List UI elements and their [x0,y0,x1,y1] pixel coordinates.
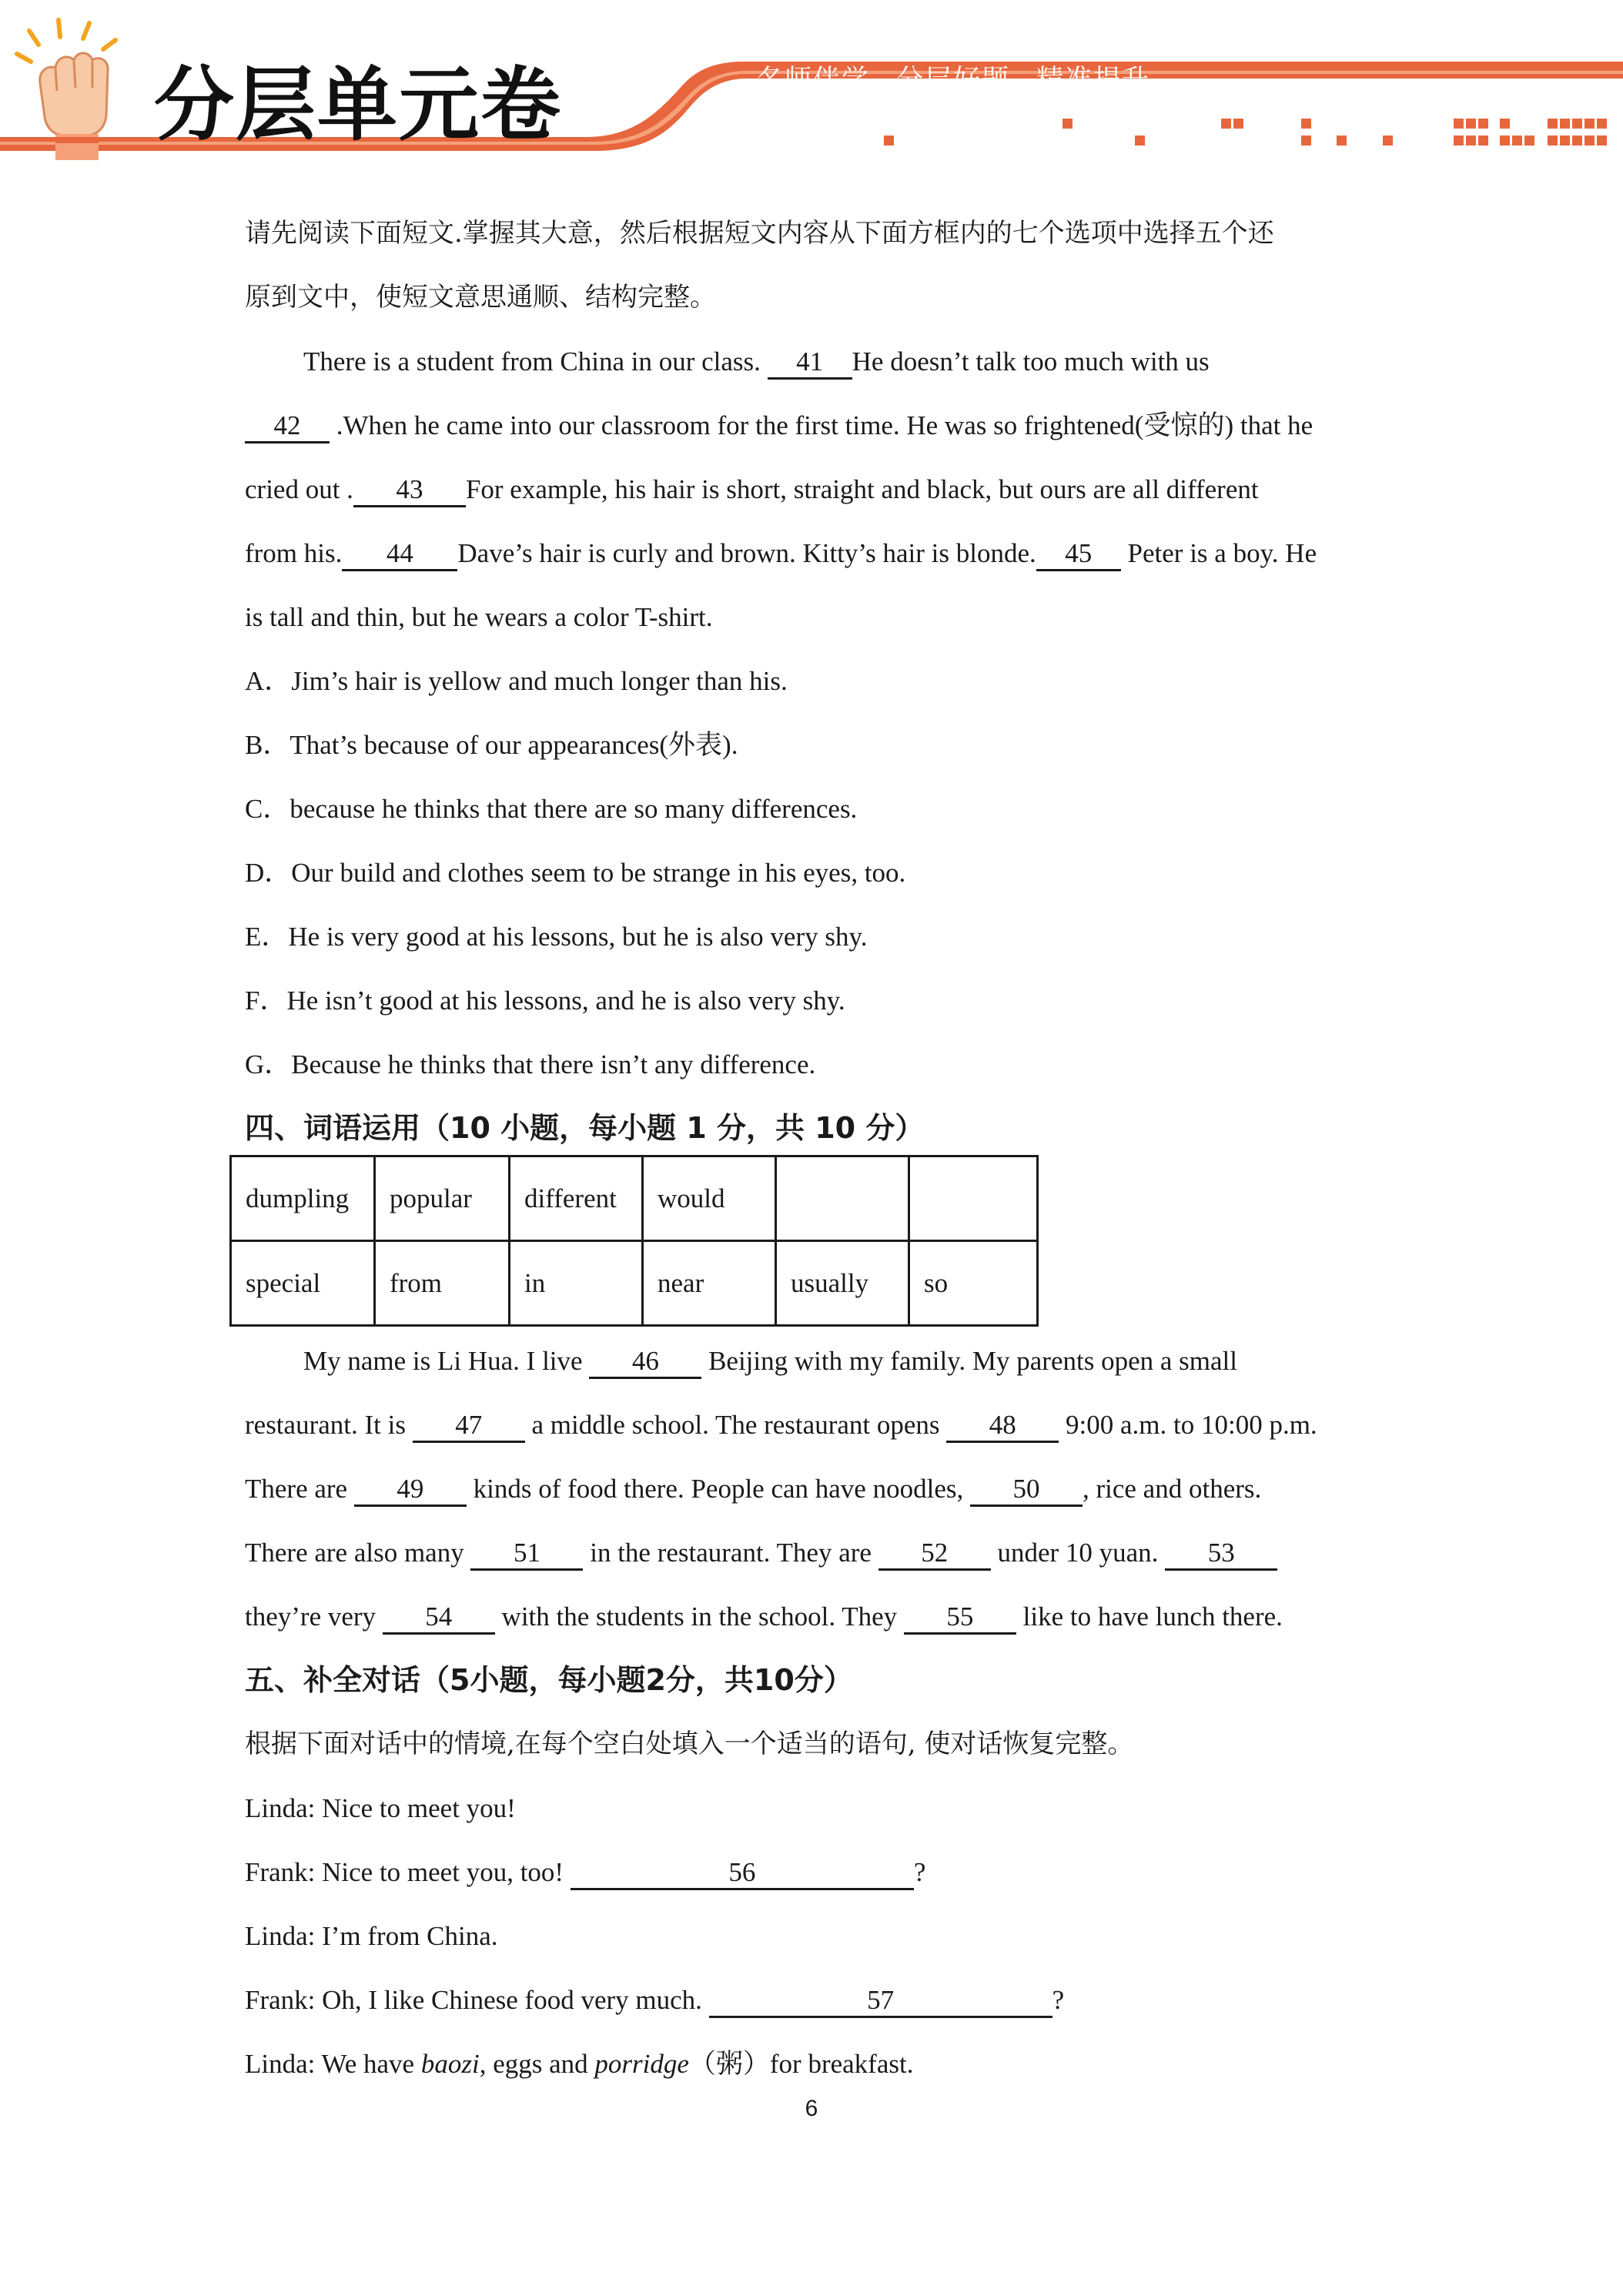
cloze-line-4: There are also many 51 in the restaurant. They are 52 under 10 yuan. 53 [245,1521,1384,1585]
blank-47: 47 [413,1410,525,1443]
blank-49: 49 [354,1474,467,1507]
blank-57: 57 [709,1985,1052,2018]
option-e: E．He is very good at his lessons, but he is also very shy. [245,922,868,952]
option-b: B．That’s because of our appearances(外表). [245,730,738,760]
word-bank-table [229,1155,1039,1327]
reading-instruction-line-1: 请先阅读下面短文.掌握其大意，然后根据短文内容从下面方框内的七个选项中选择五个还 [245,218,1274,249]
word-cell: popular [375,1156,510,1241]
blank-52: 52 [878,1538,991,1571]
cloze-line-2: restaurant. It is 47 a middle school. The restaurant opens 48 9:00 a.m. to 10:00 p.m. [245,1393,1384,1457]
slogan-1: 名师伴学 [756,65,871,95]
word-cell: would [643,1156,776,1241]
blank-55: 55 [904,1602,1016,1635]
blank-41: 41 [768,346,852,380]
word-cell: special [231,1241,375,1326]
dialogue-line-3: Linda: I’m from China. [245,1921,498,1951]
header-slogan [756,59,1176,97]
word-bank-row [231,1241,1038,1326]
reading-passage-line-2: 42 .When he came into our classroom for the first time. He was so frightened(受惊的) that he [245,393,1384,457]
section-5-title: 五、补全对话（5小题，每小题2分，共10分） [245,1663,853,1697]
blank-42: 42 [245,410,330,443]
cloze-line-1: My name is Li Hua. I live 46 Beijing with my family. My parents open a small [245,1329,1384,1393]
word-cell: in [510,1241,643,1326]
blank-44: 44 [342,538,457,571]
word-cell: usually [776,1241,909,1326]
option-c: C．because he thinks that there are so many differences. [245,794,858,824]
blank-53: 53 [1165,1538,1277,1571]
word-cell: dumpling [231,1156,375,1241]
section-4-title: 四、词语运用（10 小题，每小题 1 分，共 10 分） [245,1111,925,1145]
word-cell: from [375,1241,510,1326]
slogan-3: 精准提升 [1036,65,1151,95]
blank-54: 54 [383,1602,495,1635]
dialogue-line-1: Linda: Nice to meet you! [245,1793,516,1823]
cloze-line-3: There are 49 kinds of food there. People can have noodles, 50 , rice and others. [245,1457,1384,1521]
dialogue-line-5: Linda: We have baozi, eggs and porridge（粥）for breakfast. [245,2049,914,2079]
dialogue-line-2: Frank: Nice to meet you, too! 56 ? [245,1840,1384,1904]
reading-instruction-line-2: 原到文中，使短文意思通顺、结构完整。 [245,282,716,313]
blank-45: 45 [1036,538,1121,571]
blank-50: 50 [970,1474,1083,1507]
word-cell [909,1156,1038,1241]
blank-46: 46 [589,1346,701,1379]
section-5-instruction: 根据下面对话中的情境,在每个空白处填入一个适当的语句, 使对话恢复完整。 [245,1729,1134,1759]
option-g: G．Because he thinks that there isn’t any difference. [245,1049,816,1079]
brand-title: 分层单元卷 [154,58,563,152]
dialogue-line-4: Frank: Oh, I like Chinese food very much. 57 ? [245,1968,1384,2032]
word-cell: different [510,1156,643,1241]
reading-passage-line-4: from his. 44 Dave’s hair is curly and brown. Kitty’s hair is blonde. 45 Peter is a boy. He [245,521,1384,585]
fist-logo-icon [0,0,154,162]
blank-51: 51 [470,1538,583,1571]
word-cell: near [643,1241,776,1326]
option-a: A．Jim’s hair is yellow and much longer than his. [245,666,788,696]
section-4-passage [245,1329,1384,2096]
blank-56: 56 [571,1857,914,1890]
word-bank-row [231,1156,1038,1241]
page-number: 6 [805,2096,818,2121]
page-header [0,0,1623,162]
reading-passage-line-1: There is a student from China in our class. 41 He doesn’t talk too much with us [245,330,1384,393]
slogan-2: 分层好题 [896,65,1011,95]
word-cell [776,1156,909,1241]
reading-passage-line-3: cried out . 43 For example, his hair is short, straight and black, but ours are all different [245,457,1384,521]
option-d: D．Our build and clothes seem to be strange in his eyes, too. [245,858,906,888]
page-content [245,202,1384,1160]
word-cell: so [909,1241,1038,1326]
reading-passage-line-5: is tall and thin, but he wears a color T-shirt. [245,602,713,632]
blank-43: 43 [353,474,466,507]
option-f: F．He isn’t good at his lessons, and he is also very shy. [245,986,845,1016]
cloze-line-5: they’re very 54 with the students in the school. They 55 like to have lunch there. [245,1585,1384,1648]
blank-48: 48 [946,1410,1059,1443]
